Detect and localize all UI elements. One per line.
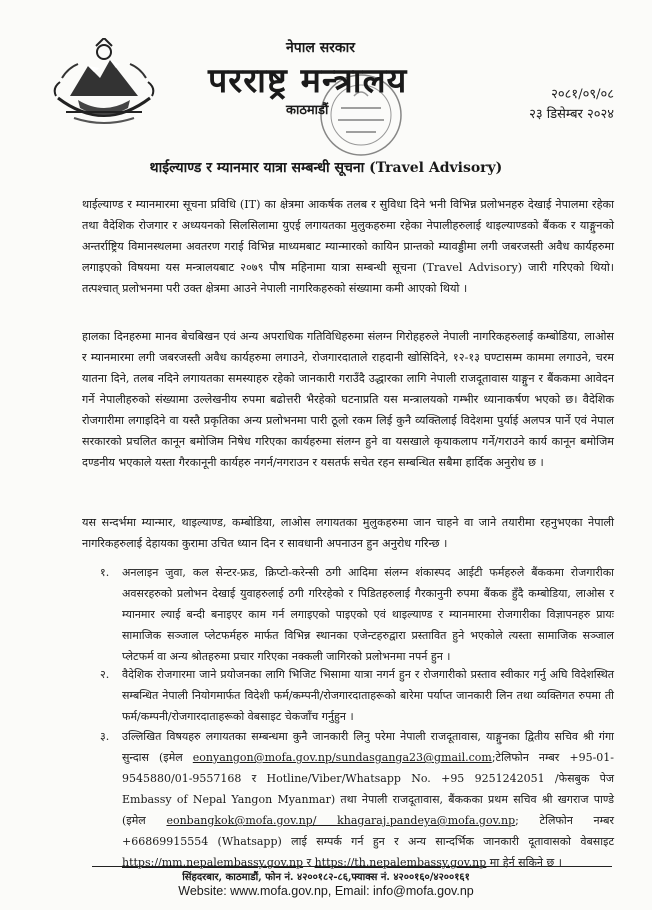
list-item-text: अनलाइन जुवा, कल सेन्टर-फ्रड, क्रिप्टो-करेन्सी ठगी आदिमा संलग्न शंकास्पद आईटी फर्महरुले बैंककमा रोजगारीका अवसरहरुको प्रलोभन देखाई युवाहरुलाई ठगी गरिरहेको र पिडितहरुलाई गैरकानुनी रुपमा बैंकक हुँदै कम्बोडिया, लाओस र म्यानमार ल्याई बन्दी बनाइएर काम गर्न लगाइएको पाइएको एवं थाइल्याण्ड र म्यानमारमा रोजगारीका विज्ञापनहरु प्रायः सामाजिक सञ्जाल प्लेटफर्महरु मार्फत विभिन्न स्थानका एजेन्टहरुद्वारा प्रस्तावित हुने भएकोले त्यस्ता सामाजिक सञ्जाल प्लेटफर्म वा अन्य श्रोतहरुमा प्रचार गरिएका नक्कली जागिरको प्रलोभनमा नपर्न हुन । [122, 566, 614, 663]
list-item [100, 726, 614, 873]
city-heading: काठमाडौं [286, 103, 329, 118]
list-item-text: उल्लिखित विषयहरु लगायतका सम्बन्धमा कुनै जानकारी लिनु परेमा नेपाली राजदूतावास, याङ्गुनका द्वितीय सचिव श्री गंगा सुन्दास (इमेल [122, 730, 614, 764]
list-item-number: २. [100, 668, 110, 681]
footer-address: सिंहदरबार, काठमाडौं, फोन नं. ४२००१८२-८६,फ्याक्स नं. ४२००१६०/४२००१६१ [182, 872, 470, 883]
advisory-list-1 [100, 562, 614, 667]
paragraph-1: थाईल्याण्ड र म्यानमारमा सूचना प्रविधि (IT) का क्षेत्रमा आकर्षक तलब र सुविधा दिने भनी विभिन्न प्रलोभनहरु देखाई नेपालमा रहेका तथा वैदेशिक रोजगार र अध्ययनको सिलसिलामा युएई लगायतका मुलुकहरुमा रहेका नेपालीहरुलाई थाइल्याण्डको बैंकक र याङ्गुनको अन्तर्राष्ट्रिय विमानस्थलमा अवतरण गराई विभिन्न माध्यमबाट म्यान्मारको कायिन प्रान्तको म्यावड्डीमा लगी जबरजस्ती अवैध कार्यहरुमा लगाइएको विषयमा यस मन्त्रालयबाट २०७९ पौष महिनामा यात्रा सम्बन्धी सूचना (Travel Advisory) जारी गरिएको थियो। तत्पश्चात् प्रलोभनमा परी उक्त क्षेत्रमा आउने नेपाली नागरिकहरुको संख्यामा कमी आएको थियो । [82, 198, 614, 295]
myanmar-embassy-website-link[interactable]: https://mm.nepalembassy.gov.np [122, 856, 304, 869]
list-item [100, 664, 614, 727]
advisory-list-3 [100, 726, 614, 873]
date-english: २३ डिसेम्बर २०२४ [529, 107, 614, 122]
list-item-number: ३. [100, 730, 110, 743]
thailand-embassy-website-link[interactable]: https://th.nepalembassy.gov.np [314, 856, 487, 869]
date-nepali: २०८१/०९/०८ [551, 87, 614, 102]
notice-title: थाईल्याण्ड र म्यानमार यात्रा सम्बन्धी सूचना (Travel Advisory) [149, 160, 503, 176]
list-item-text: वैदेशिक रोजगारमा जाने प्रयोजनका लागि भिजिट भिसामा यात्रा नगर्न हुन र रोजगारीको प्रस्ताव स्वीकार गर्नु अघि विदेशस्थित सम्बन्धित नेपाली नियोगमार्फत विदेशी फर्म/कम्पनी/रोजगारदाताहरूको बारेमा पर्याप्त जानकारी लिन तथा व्यक्तिगत रुपमा ती फर्म/कम्पनी/रोजगारदाताहरूको वेबसाइट चेकजाँच गर्नुहुन । [122, 668, 614, 723]
nepal-emblem-icon [48, 38, 160, 134]
footer-divider [92, 866, 612, 867]
list-item-text: र [303, 856, 315, 869]
paragraph-2: हालका दिनहरुमा मानव बेचबिखन एवं अन्य अपराधिक गतिविधिहरुमा संलग्न गिरोहहरुले नेपाली नागरिकहरुलाई कम्बोडिया, लाओस र म्यानमारमा लगी जबरजस्ती अवैध कार्यहरुमा लगाउने, रोजगारदाताले राहदानी खोसिदिने, १२-१३ घण्टासम्म काममा लगाउने, चरम यातना दिने, तलब नदिने लगायतका समस्याहरु रहेको जानकारी गराउँदै उद्धारका लागि नेपाली राजदूतावास याङ्गुन र बैंककमा आवेदन गर्ने नेपालीहरुको संख्यामा उल्लेखनीय रुपमा बढोत्तरी भैरहेको घटनाप्रति यस मन्त्रालयको गम्भीर ध्यानाकर्षण भएको छ। वैदेशिक रोजगारीमा लगाइदिने वा यस्तै प्रकृतिका अन्य प्रलोभनमा पारी ठूलो रकम लिई कुनै व्यक्तिलाई विदेशमा पुर्याई अलपत्र पार्ने एवं नेपाल सरकारको प्रचलित कानून बमोजिम निषेध गरिएका कार्यहरुमा संलग्न हुने वा यसखाले कृयाकलाप गर्ने/गराउने कार्य कानून बमोजिम दण्डनीय भएकाले यस्ता गैरकानूनी कार्यहरु नगर्न/नगराउन र यसतर्फ सचेत रहन सम्बन्धित सबैमा हार्दिक अनुरोध छ । [82, 330, 614, 469]
yangon-email-link[interactable]: eonyangon@mofa.gov.np/sundasganga23@gmail.com [192, 751, 492, 764]
ministry-heading: परराष्ट्र मन्त्रालय [208, 61, 408, 101]
paragraph-3: यस सन्दर्भमा म्यान्मार, थाइल्याण्ड, कम्बोडिया, लाओस लगायतका मुलुकहरुमा जान चाहने वा जाने तयारीमा रहनुभएका नेपाली नागरिकहरुलाई देहायका कुरामा उचित ध्यान दिन र सावधानी अपनाउन हुन अनुरोध गरिन्छ । [82, 516, 614, 550]
govt-heading: नेपाल सरकार [286, 40, 356, 56]
footer-website-email: Website: www.mofa.gov.np, Email: info@mofa.gov.np [178, 884, 474, 898]
list-item-text: ; टेलिफोन नम्बर +66869915554 (Whatsapp) लाई सम्पर्क गर्न हुन र अन्य सान्दर्भिक जानकारी दूतावासको वेबसाइट [122, 814, 614, 848]
list-item-text: मा हेर्न सकिने छ । [486, 856, 562, 869]
list-item [100, 562, 614, 667]
list-item-text: ;टेलिफोन नम्बर +95-01-9545880/01-9557168 र Hotline/Viber/Whatsapp No. +95 9251242051 /फेसबुक पेज Embassy of Nepal Yangon Myanmar) तथा नेपाली राजदूतावास, बैंककका प्रथम सचिव श्री खगराज पाण्डे (इमेल [122, 751, 614, 827]
list-item-number: १. [100, 566, 110, 579]
advisory-list-2 [100, 664, 614, 727]
bangkok-email-link[interactable]: eonbangkok@mofa.gov.np/ khagaraj.pandeya@mofa.gov.np [166, 814, 516, 827]
